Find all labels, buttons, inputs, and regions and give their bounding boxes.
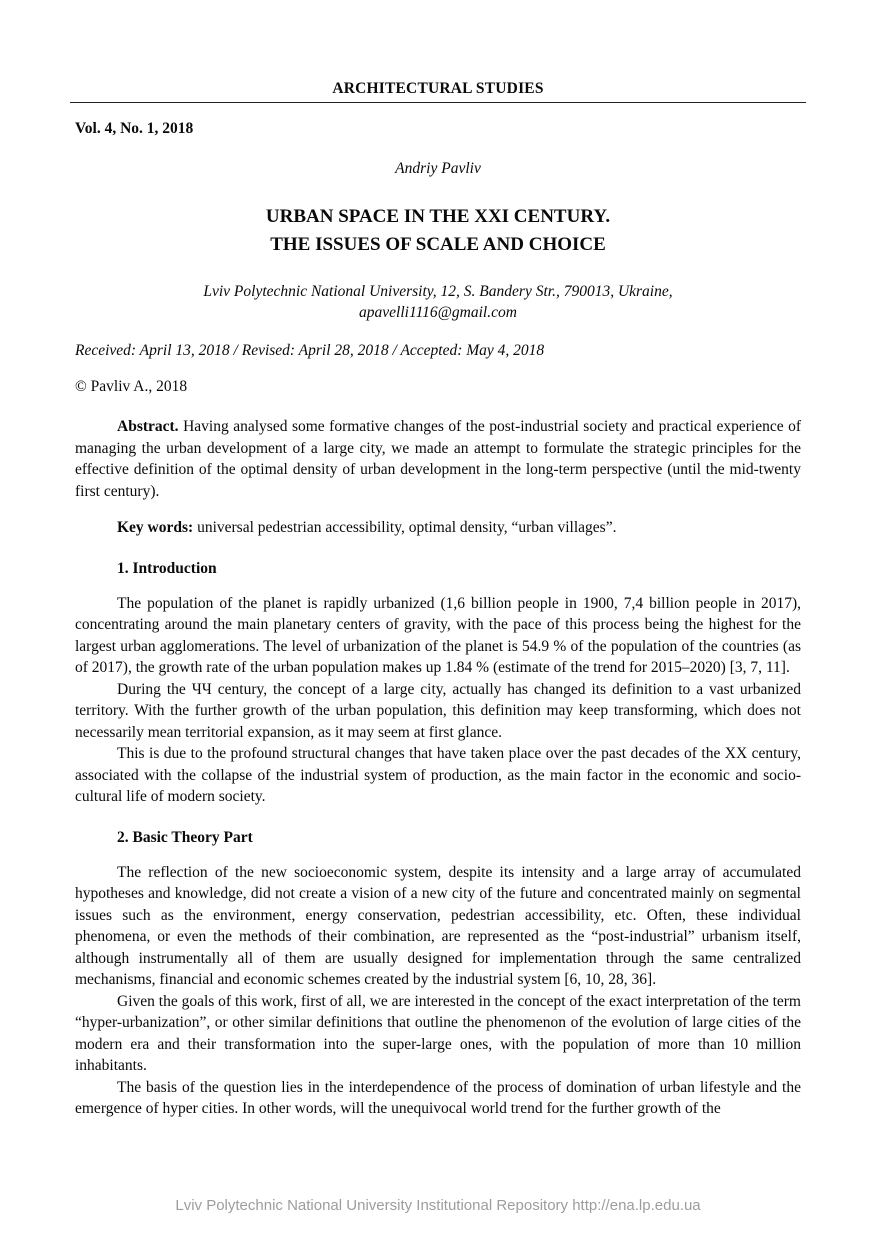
header-rule: [70, 102, 806, 103]
dates-line: Received: April 13, 2018 / Revised: April 28, 2018 / Accepted: May 4, 2018: [75, 342, 545, 359]
affiliation: [75, 281, 801, 323]
paragraph: The reflection of the new socioeconomic system, despite its intensity and a large array of accumulated hypotheses and knowledge, did not create a vision of a new city of the future and concentrated mainly on segmental issues such as the environment, energy conservation, pedestrian accessibility, etc. Often, these individual phenomena, or even the methods of their combination, are represented as the “post-industrial” urbanism itself, although instrumentally all of them are usually designed for implementation through the same centralized mechanisms, financial and economic schemes created by the industrial system [6, 10, 28, 36].: [75, 863, 801, 988]
keywords-label: Key words:: [117, 519, 194, 536]
abstract-label: Abstract.: [117, 418, 179, 435]
affiliation-email: apavelli1116@gmail.com: [359, 304, 517, 321]
affiliation-address: Lviv Polytechnic National University, 12, S. Bandery Str., 790013, Ukraine,: [203, 283, 673, 300]
journal-header: ARCHITECTURAL STUDIES: [332, 80, 544, 97]
paragraph: Given the goals of this work, first of all, we are interested in the concept of the exact interpretation of the term “hyper-urbanization”, or other similar definitions that outline the phenomenon of the evolution of large cities of the modern era and their transformation into the super-large ones, with the population of more than 10 million inhabitants.: [75, 992, 801, 1074]
repository-footer: Lviv Polytechnic National University Institutional Repository http://ena.lp.edu.ua: [175, 1197, 701, 1214]
copyright-line: © Pavliv A., 2018: [75, 378, 188, 395]
section-heading-basic-theory: 2. Basic Theory Part: [117, 828, 253, 846]
section-heading-introduction: 1. Introduction: [117, 559, 217, 577]
article-title-line2: THE ISSUES OF SCALE AND CHOICE: [270, 234, 606, 255]
keywords-text: universal pedestrian accessibility, optimal density, “urban villages”.: [197, 519, 617, 536]
article-title-line1: URBAN SPACE IN THE XXI CENTURY.: [265, 206, 611, 227]
author-name: Andriy Pavliv: [395, 160, 481, 177]
paragraph: The basis of the question lies in the interdependence of the process of domination of urban lifestyle and the emergence of hyper cities. In other words, will the unequivocal world trend for the further growth of the: [75, 1078, 801, 1117]
volume-line: Vol. 4, No. 1, 2018: [75, 120, 194, 137]
keywords: [75, 517, 801, 539]
paragraph: This is due to the profound structural changes that have taken place over the past decades of the XX century, associated with the collapse of the industrial system of production, as the main factor in the economic and socio-cultural life of modern society.: [75, 745, 801, 805]
article-title: [75, 203, 801, 259]
paragraph: The population of the planet is rapidly urbanized (1,6 billion people in 1900, 7,4 billion people in 2017), concentrating around the main planetary centers of gravity, with the pace of this process being the highest for the largest urban agglomerations. The level of urbanization of the planet is 54.9 % of the population of the countries (as of 2017), the growth rate of the urban population makes up 1.84 % (estimate of the trend for 2015–2020) [3, 7, 11].: [75, 594, 801, 676]
abstract-text: Having analysed some formative changes of the post-industrial society and practical experience of managing the urban development of a large city, we made an attempt to formulate the strategic principles for the effective definition of the optimal density of urban development in the long-term perspective (until the mid-twenty first century).: [75, 418, 801, 500]
paragraph: During the ЧЧ century, the concept of a large city, actually has changed its definition to a vast urbanized territory. With the further growth of the urban population, this definition may keep transforming, which does not necessarily mean territorial expansion, as it may seem at first glance.: [75, 680, 801, 741]
abstract: [75, 416, 801, 502]
